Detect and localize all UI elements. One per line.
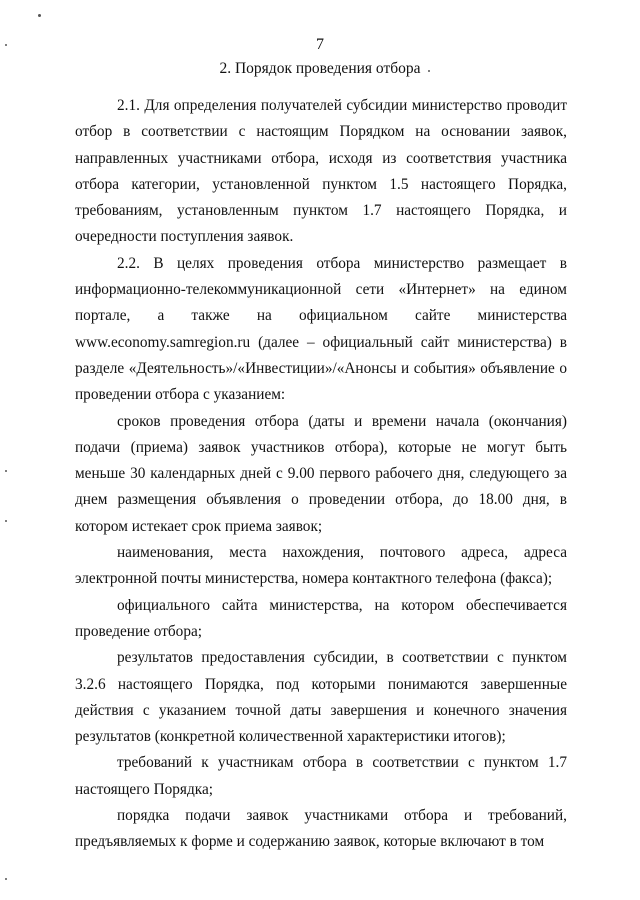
list-item-website: официального сайта министерства, на котором обеспечивается проведение отбора; bbox=[75, 596, 567, 640]
list-item-deadlines: сроков проведения отбора (даты и времени начала (окончания) подачи (приема) заявок участников отбора), которые не могут быть меньше 30 календарных дней с 9.00 первого рабочего дня, следующего за днем размещения объявления о проведении отбора, до 18.00 дня, в котором истекает срок приема заявок; bbox=[75, 412, 567, 535]
scan-speck bbox=[38, 14, 41, 17]
list-item-contacts: наименования, места нахождения, почтового адреса, адреса электронной почты министерства, номера контактного телефона (факса); bbox=[75, 544, 567, 588]
section-heading: 2. Порядок проведения отбора bbox=[219, 60, 421, 77]
document-body bbox=[75, 93, 567, 856]
list-item-application-procedure: порядка подачи заявок участниками отбора и требований, предъявляемых к форме и содержанию заявок, которые включают в том bbox=[75, 807, 567, 851]
list-item-results: результатов предоставления субсидии, в соответствии с пунктом 3.2.6 настоящего Порядка, под которыми понимаются завершенные действия с указанием точной даты завершения и конечного значения результатов (конкретной количественной характеристики итогов); bbox=[75, 649, 567, 746]
list-item-requirements: требований к участникам отбора в соответствии с пунктом 1.7 настоящего Порядка; bbox=[75, 754, 567, 798]
paragraph-2-1: 2.1. Для определения получателей субсидии министерство проводит отбор в соответствии с настоящим Порядком на основании заявок, направленных участниками отбора, исходя из соответствия участника отбора категории, установленной пунктом 1.5 настоящего Порядка, требованиям, установленным пунктом 1.7 настоящего Порядка, и очередности поступления заявок. bbox=[75, 97, 567, 246]
scan-speck bbox=[5, 470, 7, 472]
page-number: 7 bbox=[316, 36, 324, 53]
paragraph-2-2: 2.2. В целях проведения отбора министерство размещает в информационно-телекоммуникационной сети «Интернет» на едином портале, а также на официальном сайте министерства www.economy.samregion.ru (далее – официальный сайт министерства) в разделе «Деятельность»/«Инвестиции»/«Анонсы и события» объявление о проведении отбора с указанием: bbox=[75, 254, 567, 404]
scan-speck bbox=[5, 520, 7, 522]
scan-speck bbox=[5, 878, 7, 880]
